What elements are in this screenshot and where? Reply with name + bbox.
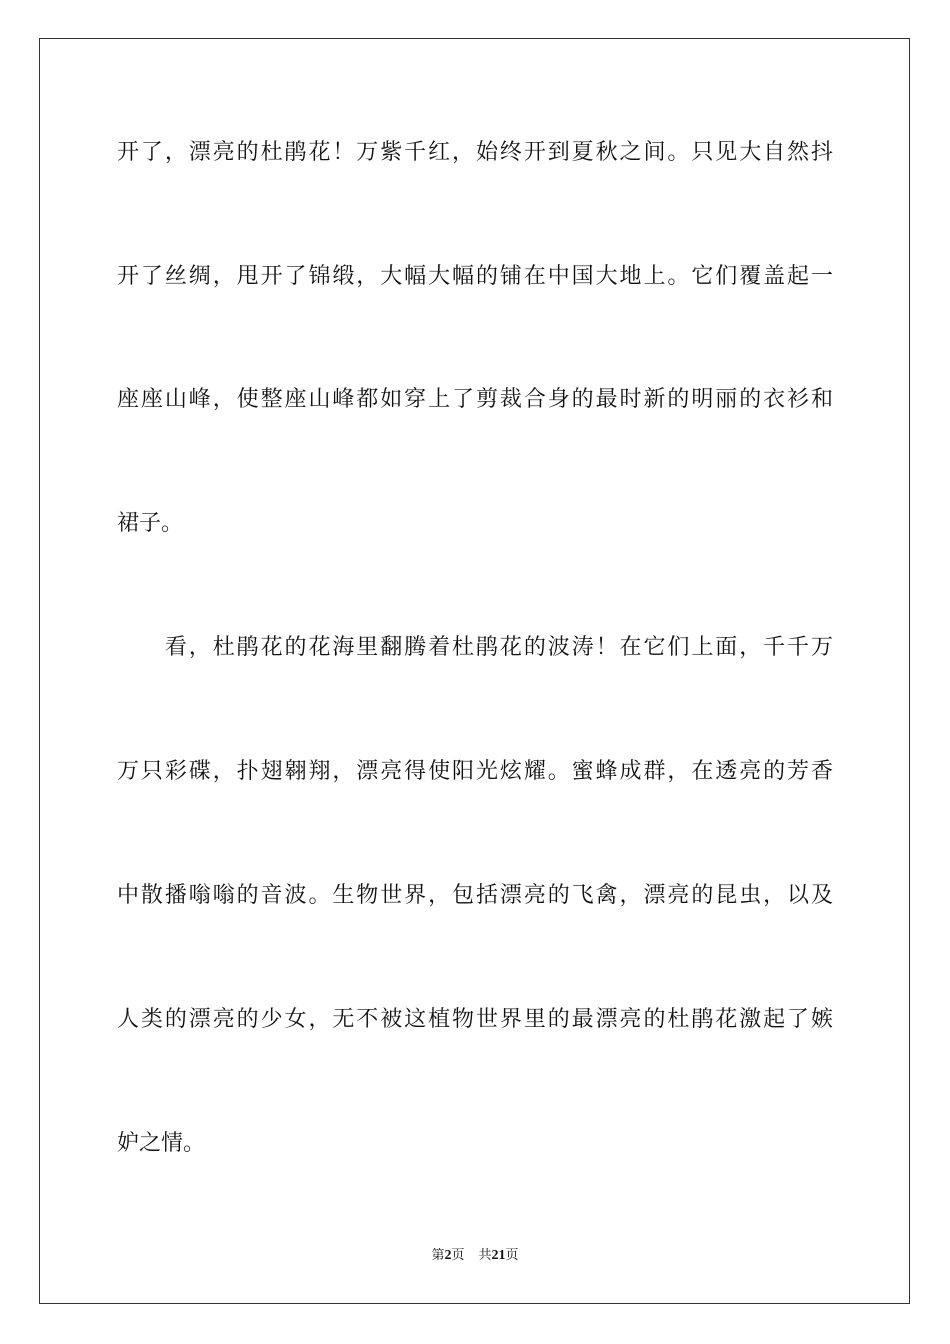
body-line-8: 人类的漂亮的少女，无不被这植物世界里的最漂亮的杜鹃花激起了嫉 [117,1007,833,1032]
footer-page-suffix: 页 [451,1248,465,1263]
footer-page-number: 2 [444,1248,452,1263]
footer-page-prefix: 第 [431,1248,445,1263]
body-line-4: 裙子。 [117,511,184,536]
page-border [39,38,910,1304]
footer-total-pages: 21 [491,1248,506,1263]
body-line-7: 中散播嗡嗡的音波。生物世界，包括漂亮的飞禽，漂亮的昆虫，以及 [117,883,833,908]
page-footer [0,1247,950,1265]
body-line-1: 开了，漂亮的杜鹃花！万紫千红，始终开到夏秋之间。只见大自然抖 [117,140,833,165]
body-line-6: 万只彩碟，扑翅翱翔，漂亮得使阳光炫耀。蜜蜂成群，在透亮的芳香 [117,759,833,784]
body-line-9: 妒之情。 [117,1131,206,1156]
body-line-3: 座座山峰，使整座山峰都如穿上了剪裁合身的最时新的明丽的衣衫和 [117,387,833,412]
footer-total-prefix: 共 [478,1248,492,1263]
body-line-5: 看，杜鹃花的花海里翻腾着杜鹃花的波涛！在它们上面，千千万 [117,635,833,660]
footer-total-suffix: 页 [505,1248,519,1263]
body-line-2: 开了丝绸，甩开了锦缎，大幅大幅的铺在中国大地上。它们覆盖起一 [117,264,833,289]
